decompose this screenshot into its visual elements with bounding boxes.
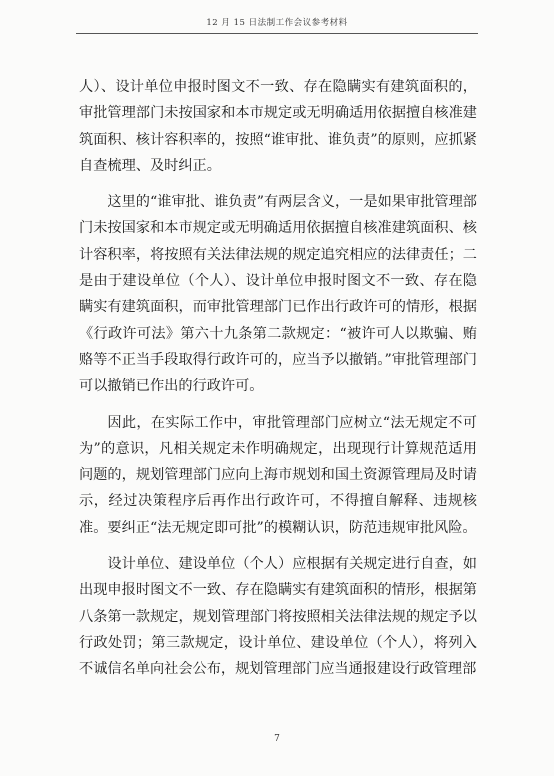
page-header: 12 月 15 日法制工作会议参考材料: [206, 18, 348, 28]
paragraph-1: 人）、设计单位申报时图文不一致、存在隐瞒实有建筑面积的，审批管理部门未按国家和本市规定或无明确适用依据擅自核准建筑面积、核计容积率的，按照“谁审批、谁负责”的原则，应抓紧自查梳理、及时纠正。: [79, 79, 477, 174]
header-rule: [76, 33, 478, 34]
page-number: 7: [274, 734, 280, 744]
paragraph-3: 因此，在实际工作中，审批管理部门应树立“法无规定不可为”的意识，凡相关规定未作明确规定，出现现行计算规范适用问题的，规划管理部门应向上海市规划和国土资源管理局及时请示，经过决策程序后再作出行政许可，不得擅自解释、违规核准。要纠正“法无规定即可批”的模糊认识，防范违规审批风险。: [79, 414, 477, 536]
paragraph-2: 这里的“谁审批、谁负责”有两层含义，一是如果审批管理部门未按国家和本市规定或无明确适用依据擅自核准建筑面积、核计容积率，将按照有关法律法规的规定追究相应的法律责任；二是由于建设单位（个人）、设计单位申报时图文不一致、存在隐瞒实有建筑面积，而审批管理部门已作出行政许可的情形，根据《行政许可法》第六十九条第二款规定：“被许可人以欺骗、贿赂等不正当手段取得行政许可的，应当予以撤销。”审批管理部门可以撤销已作出的行政许可。: [79, 194, 477, 395]
body-text: [79, 74, 477, 693]
paragraph-4: 设计单位、建设单位（个人）应根据有关规定进行自查，如出现申报时图文不一致、存在隐瞒实有建筑面积的情形，根据第八条第一款规定，规划管理部门将按照相关法律法规的规定予以行政处罚；第三款规定，设计单位、建设单位（个人），将列入不诚信名单向社会公布，规划管理部门应当通报建设行政管理部: [79, 556, 477, 678]
